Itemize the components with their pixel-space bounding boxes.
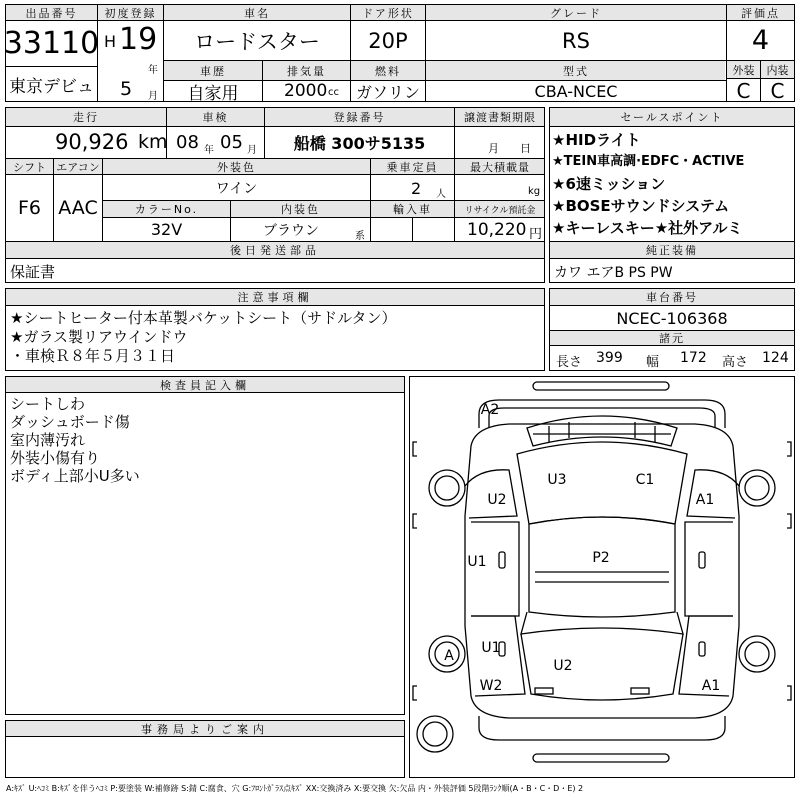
- interior-grade: C: [770, 78, 785, 103]
- era: H: [104, 32, 117, 51]
- mileage-label: 走行: [73, 111, 99, 124]
- month-suffix: 月: [148, 91, 158, 102]
- sales-point-2: ★TEIN車高調·EDFC・ACTIVE: [552, 154, 745, 169]
- capacity-unit: 人: [436, 189, 446, 200]
- mileage: 90,926: [55, 130, 129, 154]
- car-diagram: [409, 376, 795, 778]
- inspection-year: 08: [176, 132, 199, 153]
- history-label: 車歴: [200, 64, 226, 78]
- chassis-label: 車台番号: [646, 291, 698, 304]
- shift-label: シフト: [13, 160, 46, 174]
- mark-u1-low: U1: [481, 640, 501, 656]
- inspection-year-suffix: 年: [204, 145, 214, 156]
- first-reg-year: 19: [119, 22, 158, 57]
- height-label: 高さ: [722, 355, 749, 370]
- year-suffix: 年: [148, 65, 158, 76]
- recycle: 10,220: [467, 220, 527, 240]
- plate-number: 船橋 300サ5135: [293, 134, 426, 153]
- interior-color-label: 内装色: [281, 203, 320, 216]
- venue: 東京デビュ: [9, 77, 94, 97]
- score-label: 評価点: [741, 6, 780, 20]
- mark-p2: P2: [592, 550, 610, 566]
- shift: F6: [17, 197, 42, 219]
- door: 20P: [368, 28, 408, 53]
- later-parts-label: 後日発送部品: [230, 244, 320, 257]
- equipment: カワ エアB PS PW: [554, 265, 673, 281]
- interior-label: 内装: [766, 63, 789, 77]
- ac: AAC: [58, 197, 98, 219]
- inspector-label: 検査員記入欄: [160, 378, 250, 392]
- score: 4: [751, 25, 770, 56]
- mark-a1-right: A1: [695, 492, 715, 508]
- mark-u3: U3: [547, 472, 567, 488]
- model-code: CBA-NCEC: [534, 82, 618, 101]
- length-label: 長さ: [556, 355, 583, 370]
- model-code-label: 型式: [563, 64, 589, 78]
- inspector-note-4: 外装小傷有り: [10, 449, 101, 467]
- fuel-label: 燃料: [375, 64, 401, 78]
- mark-a2-top: A2: [480, 402, 500, 418]
- first-reg-month: 5: [120, 78, 133, 100]
- mark-a1-rear: A1: [701, 678, 721, 694]
- inspector-note-2: ダッシュボード傷: [10, 413, 130, 431]
- inspection-label: 車検: [202, 111, 229, 124]
- grade-label: グレード: [550, 6, 602, 20]
- grade: RS: [562, 28, 590, 53]
- color: ワイン: [215, 180, 258, 197]
- exterior-label: 外装: [732, 63, 755, 77]
- fuel: ガソリン: [355, 83, 420, 102]
- interior-color-suffix: 系: [355, 231, 365, 242]
- height: 124: [762, 350, 789, 366]
- displacement: 2000: [284, 81, 328, 101]
- sales-point-3: ★6速ミッション: [552, 175, 666, 193]
- history: 自家用: [187, 84, 239, 104]
- load-label: 最大積載量: [470, 160, 530, 174]
- recycle-label: リサイクル預託金: [464, 205, 536, 216]
- transfer-day-suffix: 日: [520, 142, 531, 155]
- sales-point-1: ★HIDライト: [552, 131, 641, 149]
- displacement-unit: cc: [328, 87, 339, 98]
- width-label: 幅: [646, 355, 660, 370]
- mark-a-wheel: A: [444, 648, 454, 664]
- mark-u2-left: U2: [487, 492, 507, 508]
- length: 399: [596, 350, 623, 366]
- mark-w2: W2: [479, 678, 503, 694]
- mark-u1-left: U1: [467, 554, 487, 570]
- load-unit: kg: [528, 186, 541, 197]
- equipment-label: 純正装備: [646, 244, 698, 257]
- width: 172: [680, 350, 707, 366]
- color-label: 外装色: [217, 160, 256, 174]
- displacement-label: 排気量: [287, 64, 326, 78]
- inspector-note-3: 室内薄汚れ: [10, 431, 86, 449]
- color-no-label: カラーNo.: [134, 203, 199, 216]
- interior-color: ブラウン: [263, 222, 319, 239]
- sales-point-4: ★BOSEサウンドシステム: [552, 197, 730, 215]
- note-1: ★シートヒーター付本革製バケットシート（サドルタン）: [10, 309, 397, 327]
- inspection-month-suffix: 月: [247, 145, 257, 156]
- transfer-label: 譲渡書類期限: [464, 111, 536, 124]
- office-label: 事務局よりご案内: [141, 722, 269, 736]
- capacity: 2: [411, 179, 422, 198]
- recycle-unit: 円: [529, 227, 543, 242]
- first-reg-label: 初度登録: [104, 6, 157, 20]
- car-name-label: 車名: [244, 6, 270, 20]
- lot-number: 33110: [3, 26, 100, 61]
- inspector-note-5: ボディ上部小U多い: [10, 467, 140, 485]
- chassis-number: NCEC-106368: [616, 308, 728, 328]
- dims-label: 諸元: [659, 332, 685, 345]
- note-3: ・車検Ｒ８年５月３１日: [10, 347, 176, 365]
- transfer-month-suffix: 月: [488, 142, 499, 155]
- sales-points-label: セールスポイント: [620, 111, 724, 124]
- import-label: 輸入車: [393, 203, 432, 216]
- mark-c1: C1: [635, 472, 655, 488]
- mark-u2-rear: U2: [553, 658, 573, 674]
- capacity-label: 乗車定員: [386, 160, 439, 174]
- exterior-grade: C: [736, 78, 751, 103]
- inspection-month: 05: [220, 132, 243, 153]
- inspector-note-1: シートしわ: [10, 395, 86, 413]
- legend: A:ｷｽﾞ U:ﾍｺﾐ B:ｷｽﾞを伴うﾍｺﾐ P:要塗装 W:補修跡 S:錆 C:腐食、穴 G:ﾌﾛﾝﾄｶﾞﾗｽ点ｷｽﾞ XX:交換済み X:要交換 欠:欠品 内・外装評価 5段階ﾗﾝｸ順(A・B・C・D・E) 2: [6, 784, 584, 793]
- color-no: 32V: [150, 220, 183, 239]
- sales-point-5: ★キーレスキー★社外アルミ: [552, 219, 743, 237]
- mileage-unit: km: [138, 131, 168, 153]
- door-label: ドア形状: [362, 6, 414, 20]
- ac-label: エアコン: [56, 160, 100, 174]
- car-name: ロードスター: [194, 29, 320, 54]
- later-parts: 保証書: [10, 263, 56, 281]
- note-2: ★ガラス製リアウインドウ: [10, 328, 188, 346]
- lot-number-label: 出品番号: [25, 6, 78, 20]
- notes-label: 注意事項欄: [237, 291, 313, 304]
- plate-label: 登録番号: [333, 111, 386, 124]
